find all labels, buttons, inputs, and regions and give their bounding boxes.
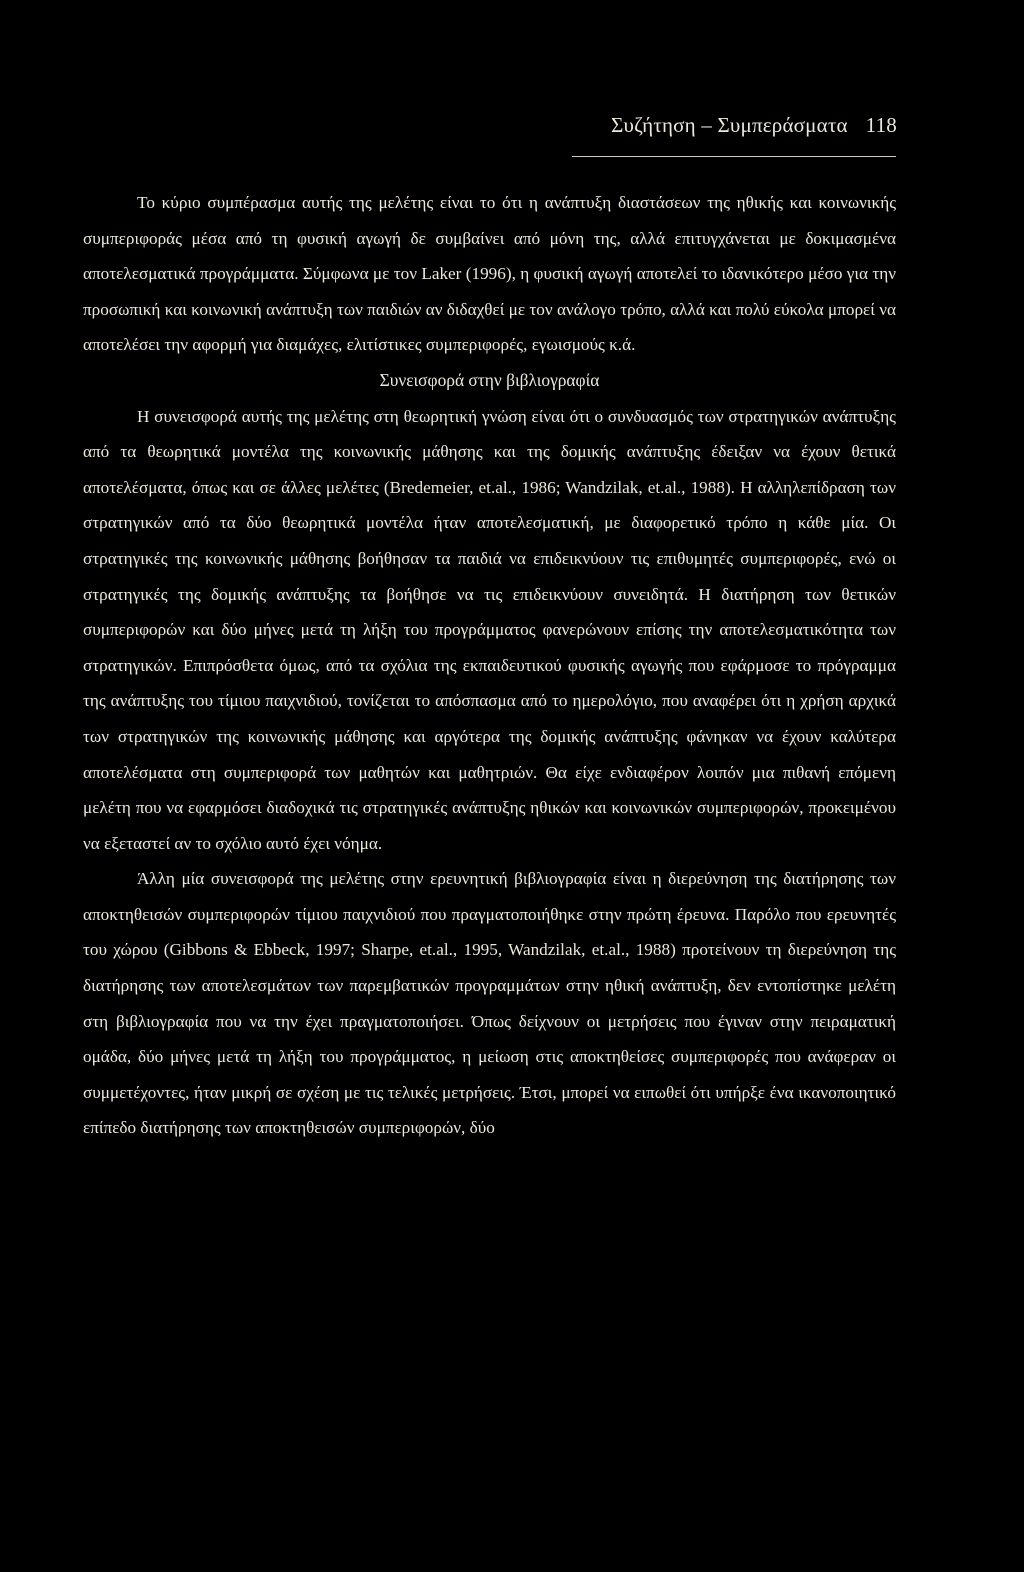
running-header-title: Συζήτηση – Συμπεράσματα (611, 113, 848, 137)
page-number: 118 (865, 113, 897, 137)
paragraph-conclusion: Το κύριο συμπέρασμα αυτής της μελέτης είναι το ότι η ανάπτυξη διαστάσεων της ηθικής και κοινωνικής συμπεριφοράς μέσα από τη φυσική αγωγή δε συμβαίνει από μόνη της, αλλά επιτυγχάνεται με δοκιμασμένα αποτελεσματικά προγράμματα. Σύμφωνα με τον Laker (1996), η φυσική αγωγή αποτελεί το ιδανικότερο μέσο για την προσωπική και κοινωνική ανάπτυξη των παιδιών αν διδαχθεί με τον ανάλογο τρόπο, αλλά και πολύ εύκολα μπορεί να αποτελέσει την αφορμή για διαμάχες, ελιτίστικες συμπεριφορές, εγωισμούς κ.ά. (83, 193, 896, 355)
paragraph-contribution: Η συνεισφορά αυτής της μελέτης στη θεωρητική γνώση είναι ότι ο συνδυασμός των στρατηγικών ανάπτυξης από τα θεωρητικά μοντέλα της κοινωνικής μάθησης και της δομικής ανάπτυξης έδειξαν να έχουν θετικά αποτελέσματα, όπως και σε άλλες μελέτες (Bredemeier, et.al., 1986; Wandzilak, et.al., 1988). Η αλληλεπίδραση των στρατηγικών από τα δύο θεωρητικά μοντέλα ήταν αποτελεσματική, με διαφορετικό τρόπο η κάθε μία. Οι στρατηγικές της κοινωνικής μάθησης βοήθησαν τα παιδιά να επιδεικνύουν τις επιθυμητές συμπεριφορές, ενώ οι στρατηγικές της δομικής ανάπτυξης τα βοήθησε να τις επιδεικνύουν συνειδητά. Η διατήρηση των θετικών συμπεριφορών και δύο μήνες μετά τη λήξη του προγράμματος φανερώνουν επίσης την αποτελεσματικότητα των στρατηγικών. Επιπρόσθετα όμως, από τα σχόλια της εκπαιδευτικού φυσικής αγωγής που εφάρμοσε το πρόγραμμα της ανάπτυξης του τίμιου παιχνιδιού, τονίζεται το απόσπασμα από το ημερολόγιο, που αναφέρει ότι η χρήση αρχικά των στρατηγικών της κοινωνικής μάθησης και αργότερα της δομικής ανάπτυξης φάνηκαν να έχουν καλύτερα αποτελέσματα στη συμπεριφορά των μαθητών και μαθητριών. Θα είχε ενδιαφέρον λοιπόν μια πιθανή επόμενη μελέτη που να εφαρμόσει διαδοχικά τις στρατηγικές ανάπτυξης ηθικών και κοινωνικών συμπεριφορών, προκειμένου να εξεταστεί αν το σχόλιο αυτό έχει νόημα. (83, 406, 896, 853)
page-body (83, 185, 896, 1146)
section-heading: Συνεισφορά στην βιβλιογραφία (379, 369, 600, 390)
paragraph-further-contribution: Άλλη μία συνεισφορά της μελέτης στην ερευνητική βιβλιογραφία είναι η διερεύνηση της διατήρησης των αποκτηθεισών συμπεριφορών τίμιου παιχνιδιού που πραγματοποιήθηκε στην πρώτη έρευνα. Παρόλο που ερευνητές του χώρου (Gibbons & Ebbeck, 1997; Sharpe, et.al., 1995, Wandzilak, et.al., 1988) προτείνουν τη διερεύνηση της διατήρησης των αποτελεσμάτων των παρεμβατικών προγραμμάτων στην ηθική ανάπτυξη, δεν εντοπίστηκε μελέτη στη βιβλιογραφία που να την έχει πραγματοποιήσει. Όπως δείχνουν οι μετρήσεις που έγιναν στην πειραματική ομάδα, δύο μήνες μετά τη λήξη του προγράμματος, η μείωση στις αποκτηθείσες συμπεριφορές που ανάφεραν οι συμμετέχοντες, ήταν μικρή σε σχέση με τις τελικές μετρήσεις. Έτσι, μπορεί να ειπωθεί ότι υπήρξε ένα ικανοποιητικό επίπεδο διατήρησης των αποκτηθεισών συμπεριφορών, δύο (83, 869, 896, 1138)
header-rule (572, 156, 896, 157)
running-header (611, 113, 897, 138)
